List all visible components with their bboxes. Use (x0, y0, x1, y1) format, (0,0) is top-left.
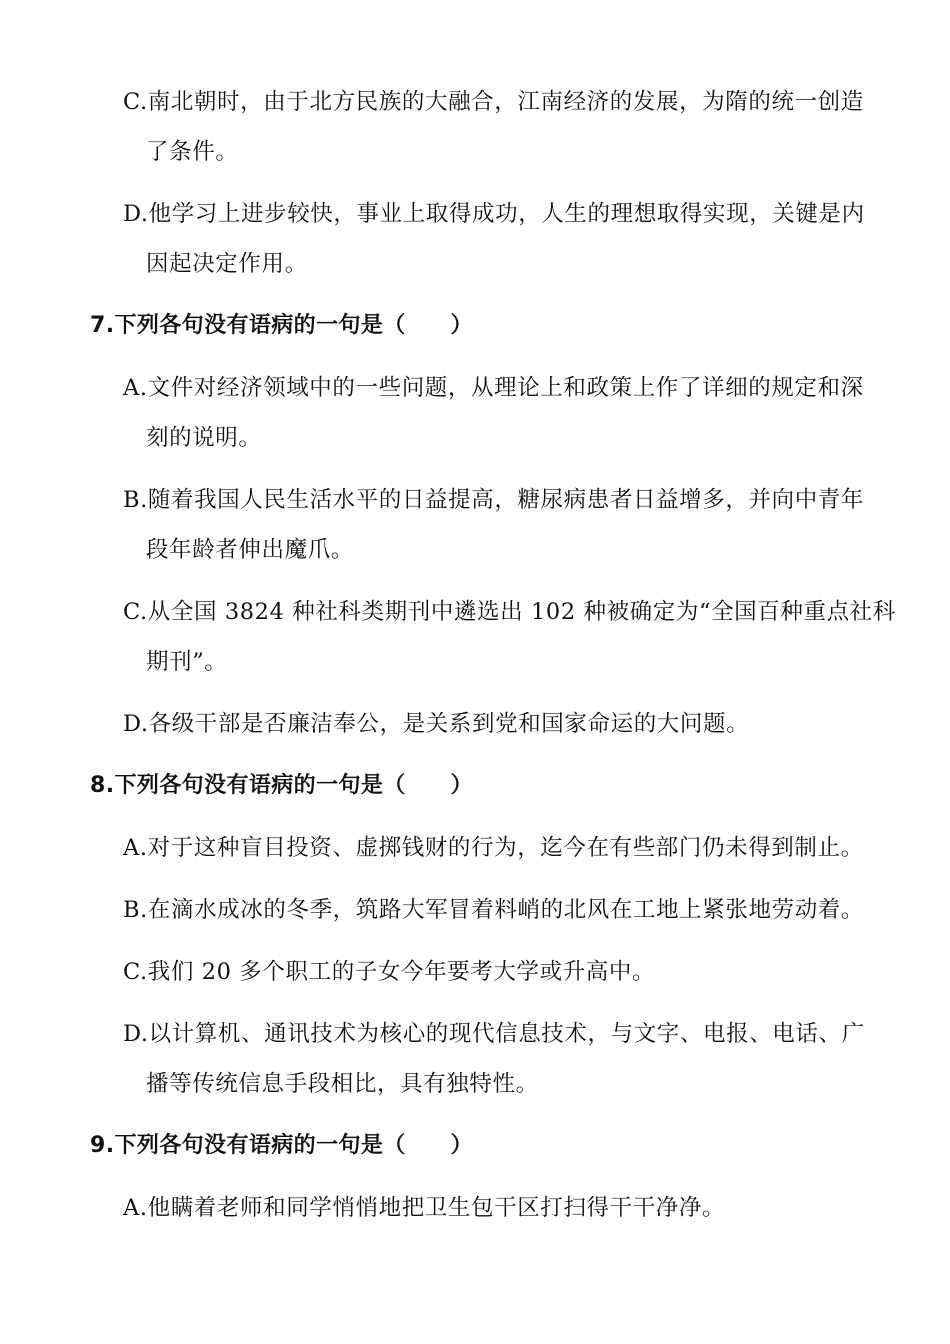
question-8-title: 8.下列各句没有语病的一句是（ ） (90, 773, 473, 798)
q8-option-d-line2: 播等传统信息手段相比，具有独特性。 (146, 1071, 539, 1097)
q9-option-a-line1: A.他瞒着老师和同学悄悄地把卫生包干区打扫得干干净净。 (123, 1195, 726, 1221)
q6-option-d-line2: 因起决定作用。 (146, 251, 308, 277)
q8-option-a-line1: A.对于这种盲目投资、虚掷钱财的行为，迄今在有些部门仍未得到制止。 (123, 835, 864, 861)
q6-option-c-line2: 了条件。 (146, 139, 239, 165)
q8-option-d-line1: D.以计算机、通讯技术为核心的现代信息技术，与文字、电报、电话、广 (123, 1021, 865, 1047)
q7-option-b-line2: 段年龄者伸出魔爪。 (146, 537, 354, 563)
q7-option-c-line2: 期刊”。 (146, 649, 228, 675)
q8-option-b-line1: B.在滴水成冰的冬季，筑路大军冒着料峭的北风在工地上紧张地劳动着。 (123, 897, 864, 923)
q8-option-c-line1: C.我们 20 多个职工的子女今年要考大学或升高中。 (123, 959, 656, 985)
q7-option-c-line1: C.从全国 3824 种社科类期刊中遴选出 102 种被确定为“全国百种重点社科 (123, 599, 896, 625)
q7-option-a-line2: 刻的说明。 (146, 425, 262, 451)
q7-option-a-line1: A.文件对经济领域中的一些问题，从理论上和政策上作了详细的规定和深 (123, 375, 864, 401)
q6-option-d-line1: D.他学习上进步较快，事业上取得成功，人生的理想取得实现，关键是内 (123, 201, 865, 227)
question-7-title: 7.下列各句没有语病的一句是（ ） (90, 313, 473, 338)
q6-option-c-line1: C.南北朝时，由于北方民族的大融合，江南经济的发展，为隋的统一创造 (123, 89, 864, 115)
question-9-title: 9.下列各句没有语病的一句是（ ） (90, 1133, 473, 1158)
q7-option-d-line1: D.各级干部是否廉洁奉公，是关系到党和国家命运的大问题。 (123, 711, 750, 737)
q7-option-b-line1: B.随着我国人民生活水平的日益提高，糖尿病患者日益增多，并向中青年 (123, 487, 864, 513)
